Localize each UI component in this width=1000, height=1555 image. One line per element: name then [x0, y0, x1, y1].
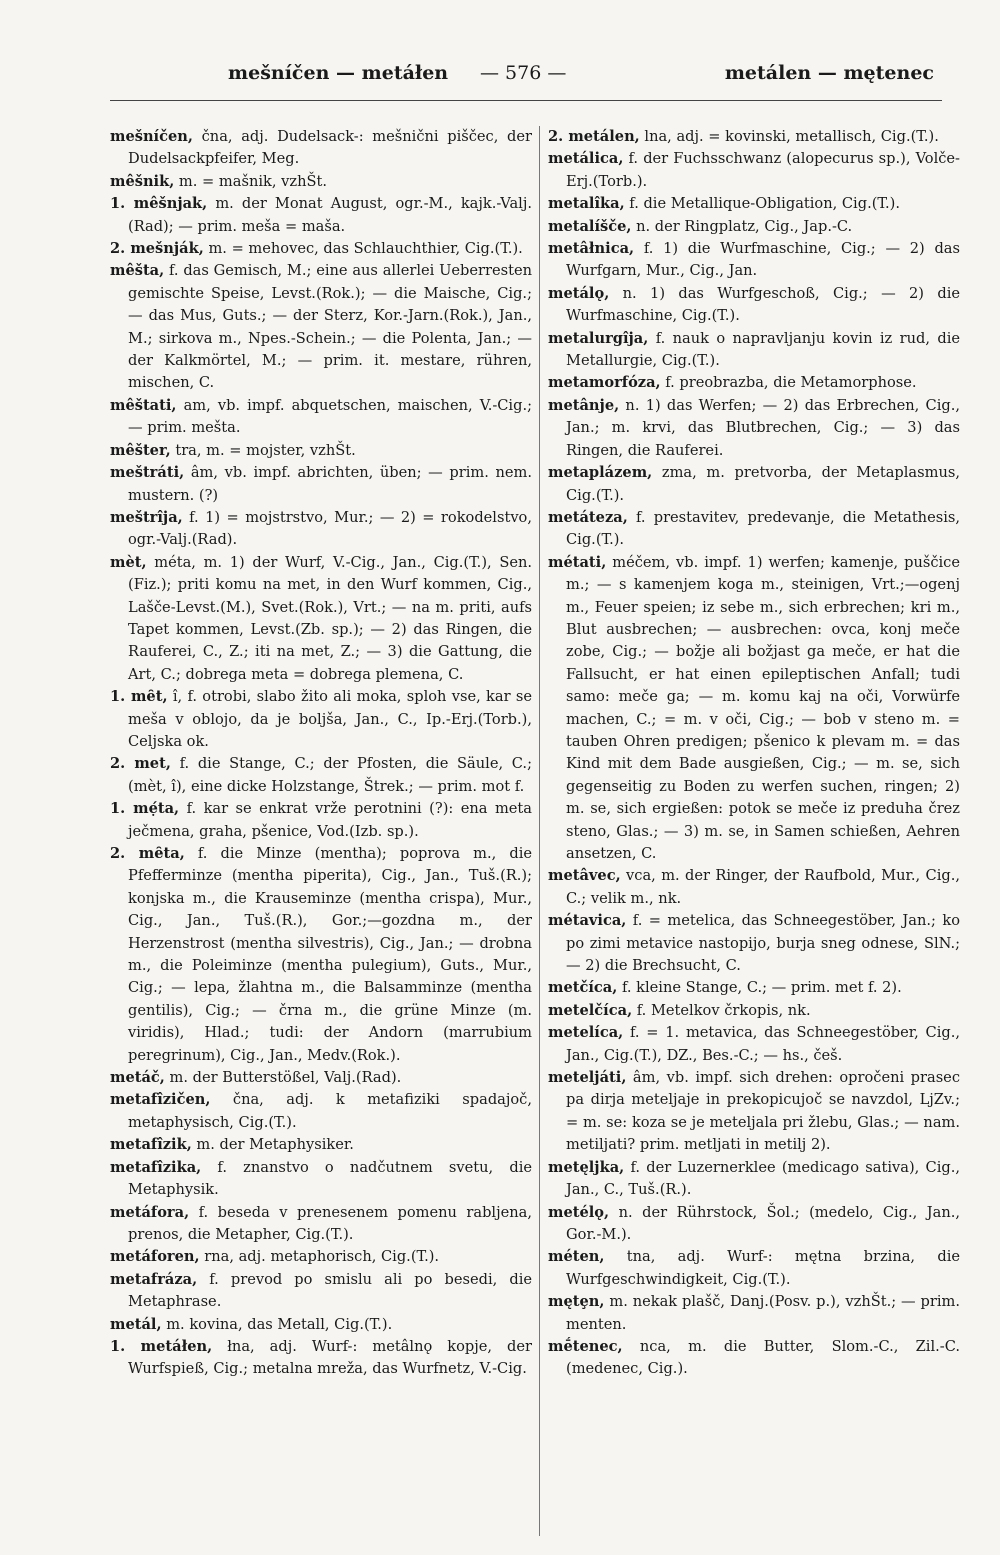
entry-definition: m. kovina, das Metall, Cig.(T.).	[161, 1315, 393, 1333]
dictionary-entry	[548, 977, 960, 999]
entry-headword: metelíca,	[548, 1024, 624, 1042]
entry-headword: meštrîja,	[110, 508, 183, 526]
entry-definition: n. der Ringplatz, Cig., Jap.-C.	[631, 217, 853, 235]
entry-definition: tra, m. = mojster, vzhŠt.	[170, 441, 356, 459]
entry-definition: rna, adj. metaphorisch, Cig.(T.).	[199, 1248, 440, 1266]
header-rule	[110, 100, 942, 101]
entry-headword: metálica,	[548, 150, 624, 168]
entry-definition: n. 1) das Wurfgeschoß, Cig.; — 2) die Wurfmaschine, Cig.(T.).	[566, 284, 960, 325]
entry-definition: f. der Luzernerklee (medicago sativa), Cig., Jan., C., Tuš.(R.).	[566, 1158, 960, 1199]
entry-headword: metálǫ,	[548, 284, 610, 302]
dictionary-entry	[110, 1157, 532, 1202]
entry-definition: f. 1) die Wurfmaschine, Cig.; — 2) das Wurfgarn, Mur., Cig., Jan.	[566, 240, 960, 280]
entry-headword: mḗtenec,	[548, 1337, 623, 1355]
dictionary-entry	[110, 462, 532, 507]
entry-headword: 2. metálen,	[548, 128, 640, 145]
entry-definition: f. die Stange, C.; der Pfosten, die Säule, C.; (mèt, î), eine dicke Holzstange, Štrek.; — prim. mot f.	[128, 755, 532, 795]
entry-definition: f. kleine Stange, C.; — prim. met f. 2).	[617, 979, 902, 997]
entry-headword: 1. mȇt,	[110, 688, 168, 706]
entry-definition: f. Metelkov črkopis, nk.	[632, 1001, 811, 1019]
entry-definition: î, f. otrobi, slabo žito ali moka, sploh vse, kar se meša v oblojo, da je boljša, Jan., C., Ip.-Erj.(Torb.), Celjska ok.	[128, 688, 532, 750]
dictionary-entry	[548, 507, 960, 552]
dictionary-entry	[548, 148, 960, 193]
entry-definition: n. der Rührstock, Šol.; (medelo, Cig., Jan., Gor.-M.).	[566, 1203, 960, 1243]
entry-headword: metânje,	[548, 396, 620, 414]
dictionary-entry	[110, 507, 532, 552]
dictionary-entry	[548, 910, 960, 977]
dictionary-entry	[548, 1000, 960, 1022]
running-head	[110, 62, 940, 88]
entry-headword: 1. mêšnjak,	[110, 195, 208, 213]
entry-definition: m. = mašnik, vzhŠt.	[174, 172, 327, 190]
entry-definition: f. die Minze (mentha); poprova m., die Pfefferminze (mentha piperita), Cig., Jan., Tuš.(R.); konjska m., die Krauseminze (mentha crispa), Mur., Cig., Jan., Tuš.(R.), Gor.;—gozdna m., der Herzenstrost (mentha silvestris), Cig., Jan.; — drobna m., die Poleiminze (mentha pulegium), Guts., Mur., Cig.; — lepa, žlahtna m., die Balsamminze (mentha gentilis), Cig.; — črna m., die grüne Minze (m. viridis), Hlad.; tudi: der Andorn (marrubium peregrinum), Cig., Jan., Medv.(Rok.).	[128, 845, 532, 1064]
page-number: — 576 —	[480, 62, 567, 84]
entry-headword: metęljka,	[548, 1158, 625, 1176]
entry-headword: metamorfóza,	[548, 374, 661, 392]
dictionary-entry	[110, 1134, 532, 1156]
entry-definition: f. 1) = mojstrstvo, Mur.; — 2) = rokodelstvo, ogr.-Valj.(Rad).	[128, 508, 532, 549]
entry-headword: méten,	[548, 1248, 605, 1266]
dictionary-entry	[110, 753, 532, 798]
entry-definition: f. die Metallique-Obligation, Cig.(T.).	[624, 195, 900, 213]
entry-definition: m. = mehovec, das Schlauchthier, Cig.(T.).	[203, 240, 523, 258]
dictionary-entry	[110, 798, 532, 843]
right-column	[548, 126, 960, 1541]
dictionary-entry	[548, 328, 960, 373]
dictionary-entry	[548, 372, 960, 394]
dictionary-entry	[110, 1246, 532, 1268]
dictionary-entry	[548, 1022, 960, 1067]
dictionary-entry	[548, 1157, 960, 1202]
entry-definition: f. nauk o napravljanju kovin iz rud, die Metallurgie, Cig.(T.).	[566, 329, 960, 370]
entry-definition: čna, adj. Dudelsack-: mešnični piščec, der Dudelsackpfeifer, Meg.	[128, 128, 532, 168]
dictionary-entry	[548, 1336, 960, 1381]
dictionary-entry	[548, 1067, 960, 1157]
entry-headword: metáfora,	[110, 1203, 190, 1221]
entry-headword: 1. metáłen,	[110, 1337, 213, 1355]
dictionary-entry	[110, 238, 532, 260]
dictionary-entry	[548, 216, 960, 238]
entry-headword: metelčíca,	[548, 1001, 633, 1019]
dictionary-entry	[548, 1202, 960, 1247]
entry-definition: m. der Monat August, ogr.-M., kajk.-Valj.(Rad); — prim. meša = maša.	[128, 195, 532, 235]
entry-headword: metélǫ,	[548, 1203, 610, 1221]
entry-definition: méta, m. 1) der Wurf, V.-Cig., Jan., Cig.(T.), Sen.(Fiz.); priti komu na met, in den Wurf kommen, Cig., Lašče-Levst.(M.), Svet.(Rok.), Vrt.; — na m. priti, aufs Tapet kommen, Levst.(Zb. sp.); — 2) das Ringen, die Rauferei, C., Z.; iti na met, Z.; — 3) die Gattung, die Art, C.; dobrega meta = dobrega plemena, C.	[128, 553, 532, 683]
entry-headword: meteljáti,	[548, 1069, 627, 1087]
dictionary-entry	[548, 1291, 960, 1336]
entry-headword: metaplázem,	[548, 464, 653, 482]
entry-definition: méčem, vb. impf. 1) werfen; kamenje, puščice m.; — s kamenjem koga m., steinigen, Vrt.;—ogenj m., Feuer speien; iz sebe m., sich erbrechen; kri m., Blut ausbrechen; — ausbrechen: ovca, konj meče zobe, Cig.; — božje ali božjast ga meče, er hat die Fallsucht, er hat einen epileptischen Anfall; tudi samo: meče ga; — m. komu kaj na oči, Vorwürfe machen, C.; = m. v oči, Cig.; — bob v steno m. = tauben Ohren predigen; pšenico k plevam m. = das Kind mit dem Bade ausgießen, Cig.; — m. se, sich gegenseitig zu Boden zu werfen suchen, ringen; 2) m. se, sich ergießen: potok se meče iz preduha črez steno, Glas.; — 3) m. se, in Samen schießen, Aehren ansetzen, C.	[566, 553, 960, 862]
entry-headword: métati,	[548, 553, 607, 571]
entry-definition: f. = metelica, das Schneegestöber, Jan.; ko po zimi metavice nastopijo, burja sneg odnese, SlN.; — 2) die Brechsucht, C.	[566, 912, 960, 975]
entry-definition: zma, m. pretvorba, der Metaplasmus, Cig.(T.).	[566, 464, 960, 504]
entry-headword: metafráza,	[110, 1270, 198, 1288]
entry-headword: metčíca,	[548, 979, 618, 997]
entry-headword: mêšta,	[110, 262, 165, 280]
dictionary-entry	[548, 283, 960, 328]
entry-headword: metafîzik,	[110, 1136, 192, 1154]
entry-headword: metáteza,	[548, 508, 628, 526]
entry-definition: vca, m. der Ringer, der Raufbold, Mur., Cig., C.; velik m., nk.	[566, 867, 960, 907]
entry-definition: čna, adj. k metafiziki spadajoč, metaphysisch, Cig.(T.).	[128, 1091, 532, 1131]
dictionary-entry	[548, 552, 960, 866]
entry-headword: 1. mẹ́ta,	[110, 800, 180, 818]
entry-definition: m. der Metaphysiker.	[191, 1136, 354, 1154]
dictionary-entry	[548, 238, 960, 283]
entry-headword: metafîzičen,	[110, 1091, 211, 1109]
column-divider	[539, 126, 540, 1536]
dictionary-entry	[548, 1246, 960, 1291]
dictionary-entry	[110, 552, 532, 686]
dictionary-entry	[110, 1314, 532, 1336]
entry-definition: f. preobrazba, die Metamorphose.	[660, 374, 917, 392]
entry-definition: tna, adj. Wurf-: mętna brzina, die Wurfgeschwindigkeit, Cig.(T.).	[566, 1248, 960, 1288]
running-head-right: metálen — mętenec	[724, 62, 934, 84]
dictionary-entry	[110, 126, 532, 171]
entry-definition: nca, m. die Butter, Slom.-C., Zil.-C.(medenec, Cig.).	[566, 1337, 960, 1378]
entry-definition: m. der Butterstößel, Valj.(Rad).	[164, 1069, 402, 1087]
entry-headword: metáč,	[110, 1069, 165, 1087]
dictionary-entry	[110, 395, 532, 440]
entry-headword: mèt,	[110, 553, 147, 571]
dictionary-entry	[548, 865, 960, 910]
entry-definition: f. prevod po smislu ali po besedi, die Metaphrase.	[128, 1270, 532, 1311]
entry-definition: f. kar se enkrat vrže perotnini (?): ena meta ječmena, graha, pšenice, Vod.(Izb. sp.).	[128, 800, 532, 840]
entry-headword: metalîka,	[548, 195, 625, 213]
entry-definition: f. prestavitev, predevanje, die Metathesis, Cig.(T.).	[566, 508, 960, 549]
entry-headword: 2. met,	[110, 755, 171, 773]
entry-definition: f. der Fuchsschwanz (alopecurus sp.), Volče-Erj.(Torb.).	[566, 150, 960, 190]
dictionary-entry	[548, 395, 960, 462]
dictionary-entry	[548, 193, 960, 215]
entry-definition: lna, adj. = kovinski, metallisch, Cig.(T.).	[639, 128, 939, 145]
dictionary-entry	[110, 1089, 532, 1134]
entry-definition: f. = 1. metavica, das Schneegestöber, Cig., Jan., Cig.(T.), DZ., Bes.-C.; — hs., češ.	[566, 1024, 960, 1064]
dictionary-entry	[548, 126, 960, 148]
entry-definition: am, vb. impf. abquetschen, maischen, V.-Cig.; — prim. mešta.	[128, 396, 532, 437]
entry-headword: meštráti,	[110, 464, 185, 482]
entry-definition: f. beseda v prenesenem pomenu rabljena, prenos, die Metapher, Cig.(T.).	[128, 1203, 532, 1243]
entry-headword: mêštati,	[110, 396, 177, 414]
entry-headword: metál,	[110, 1315, 162, 1333]
entry-headword: metâłnica,	[548, 240, 635, 258]
entry-definition: f. znanstvo o nadčutnem svetu, die Metaphysik.	[128, 1158, 532, 1199]
entry-headword: metâvec,	[548, 867, 621, 885]
entry-headword: mętȩn,	[548, 1293, 605, 1311]
entry-definition: âm, vb. impf. sich drehen: opročeni prasec pa dirja meteljaje in prekopicujoč se navzdol, LjZv.; = m. se: koza se je meteljala pri žlebu, Glas.; — nam. metiljati? prim. metljati in metilj 2).	[566, 1069, 960, 1154]
entry-headword: métavica,	[548, 912, 627, 930]
dictionary-entry	[110, 193, 532, 238]
entry-headword: metalíšče,	[548, 217, 632, 235]
entry-headword: metalurgîja,	[548, 329, 649, 347]
entry-headword: metáforen,	[110, 1248, 200, 1266]
dictionary-entry	[110, 843, 532, 1067]
entry-definition: m. nekak plašč, Danj.(Posv. p.), vzhŠt.; — prim. menten.	[566, 1293, 960, 1333]
dictionary-entry	[548, 462, 960, 507]
entry-headword: metafîzika,	[110, 1158, 202, 1176]
entry-headword: mešníčen,	[110, 128, 193, 145]
dictionary-entry	[110, 1067, 532, 1089]
dictionary-entry	[110, 1269, 532, 1314]
left-column	[110, 126, 532, 1541]
entry-headword: mêšter,	[110, 441, 171, 459]
entry-definition: f. das Gemisch, M.; eine aus allerlei Ueberresten gemischte Speise, Levst.(Rok.); — die Maische, Cig.; — das Mus, Guts.; — der Sterz, Kor.-Jarn.(Rok.), Jan., M.; sirkova m., Npes.-Schein.; — die Polenta, Jan.; — der Kalkmörtel, M.; — prim. it. mestare, rühren, mischen, C.	[128, 262, 532, 392]
entry-headword: mêšnik,	[110, 172, 175, 190]
dictionary-entry	[110, 440, 532, 462]
dictionary-entry	[110, 171, 532, 193]
dictionary-entry	[110, 1336, 532, 1381]
dictionary-entry	[110, 1202, 532, 1247]
running-head-left: mešníčen — metáłen	[228, 62, 449, 84]
dictionary-entry	[110, 260, 532, 394]
entry-definition: łna, adj. Wurf-: metâlnǫ kopje, der Wurfspieß, Cig.; metalna mreža, das Wurfnetz, V.-Cig.	[128, 1337, 532, 1378]
entry-definition: n. 1) das Werfen; — 2) das Erbrechen, Cig., Jan.; m. krvi, das Blutbrechen, Cig.; — 3) das Ringen, die Rauferei.	[566, 396, 960, 459]
entry-definition: âm, vb. impf. abrichten, üben; — prim. nem. mustern. (?)	[128, 464, 532, 504]
entry-headword: 2. mȇta,	[110, 845, 185, 862]
entry-headword: 2. mešnják,	[110, 240, 204, 258]
dictionary-entry	[110, 686, 532, 753]
